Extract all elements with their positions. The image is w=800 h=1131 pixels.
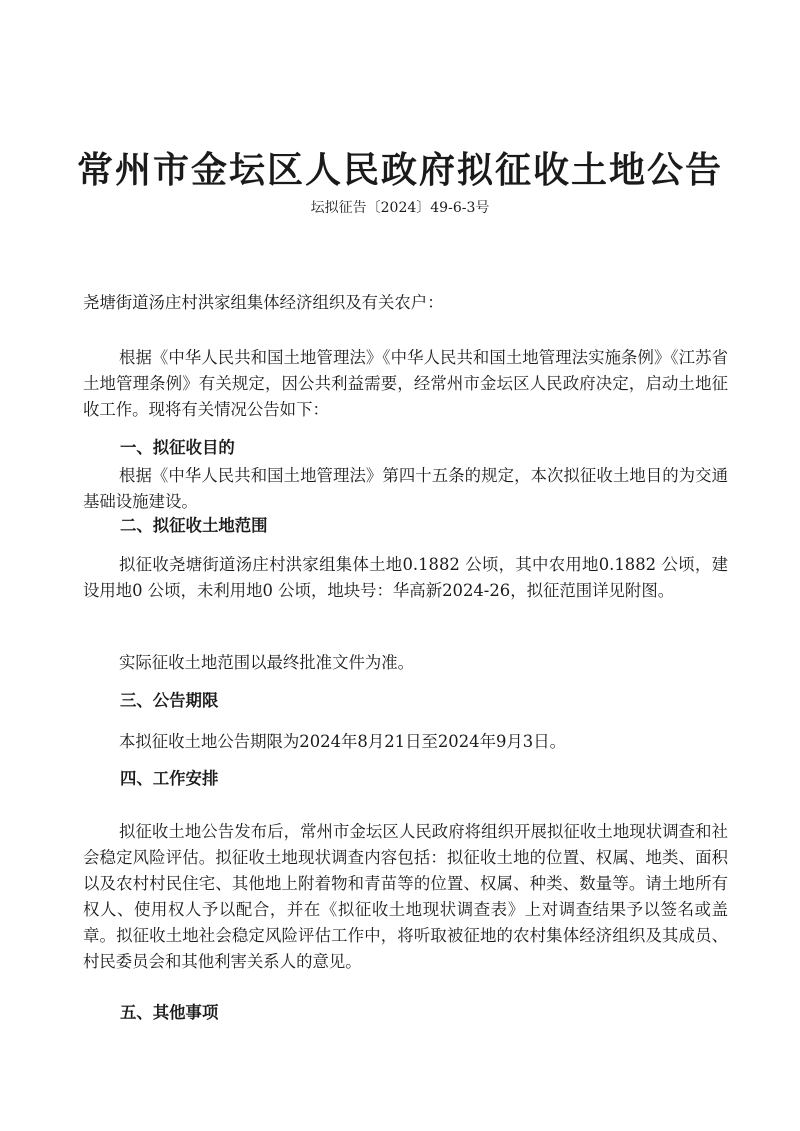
section-heading-arrangements: 四、工作安排 [120,769,219,788]
section-heading-purpose: 一、拟征收目的 [120,438,235,457]
section-paragraph-scope-note: 实际征收土地范围以最终批准文件为准。 [119,653,415,672]
document-number: 坛拟征告〔2024〕49-6-3号 [310,200,490,216]
page-title: 常州市金坛区人民政府拟征收土地公告 [76,150,723,191]
section-paragraph-arrangements: 拟征收土地公告发布后，常州市金坛区人民政府将组织开展拟征收土地现状调查和社会稳定风险评估。拟征收土地现状调查内容包括：拟征收土地的位置、权属、地类、面积以及农村村民住宅、其他地上附着物和青苗等的位置、权属、种类、数量等。请土地所有权人、使用权人予以配合，并在《拟征收土地现状调查表》上对调查结果予以签名或盖章。拟征收土地社会稳定风险评估工作中，将听取被征地的农村集体经济组织及其成员、村民委员会和其他利害关系人的意见。 [83,822,728,971]
section-paragraph-scope: 拟征收尧塘街道汤庄村洪家组集体土地0.1882 公顷，其中农用地0.1882 公顷，建设用地0 公顷，未利用地0 公顷，地块号：华高新2024-26，拟征范围详见附图。 [83,555,728,600]
section-heading-scope: 二、拟征收土地范围 [120,516,268,535]
section-heading-period: 三、公告期限 [120,691,219,710]
section-heading-other: 五、其他事项 [120,1003,219,1022]
intro-paragraph: 根据《中华人民共和国土地管理法》《中华人民共和国土地管理法实施条例》《江苏省土地管理条例》有关规定，因公共利益需要，经常州市金坛区人民政府决定，启动土地征收工作。现将有关情况公告如下： [83,348,728,419]
section-paragraph-purpose: 根据《中华人民共和国土地管理法》第四十五条的规定，本次拟征收土地目的为交通基础设施建设。 [83,466,728,511]
section-paragraph-period: 本拟征收土地公告期限为2024年8月21日至2024年9月3日。 [119,732,566,751]
addressee: 尧塘街道汤庄村洪家组集体经济组织及有关农户： [83,293,444,312]
